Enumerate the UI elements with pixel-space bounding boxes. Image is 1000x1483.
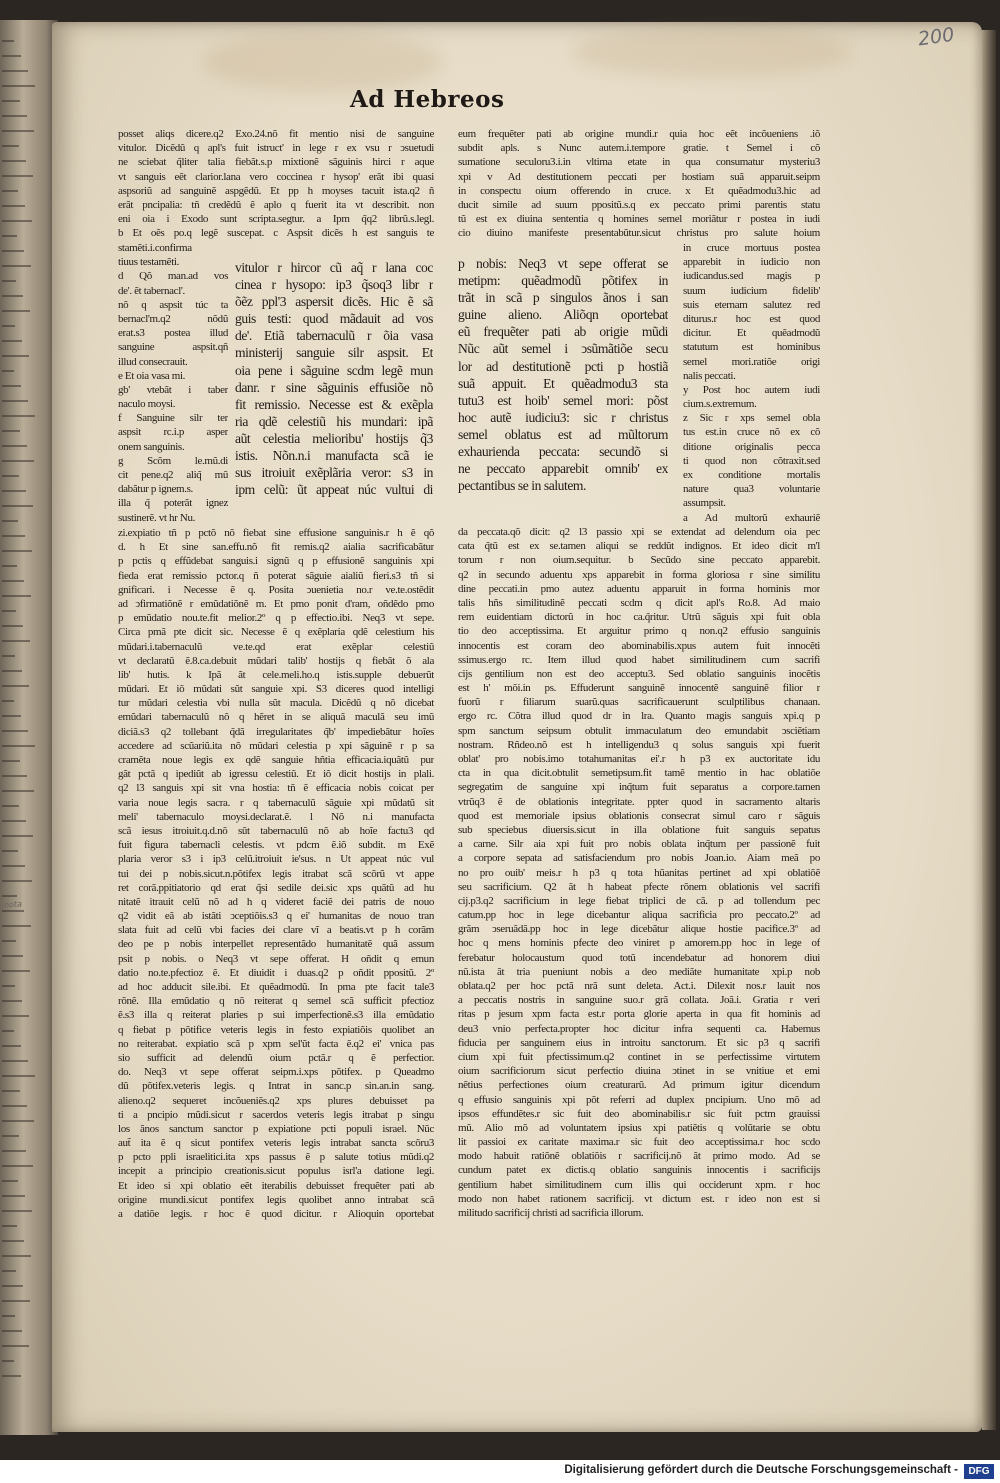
text-line: nẽtius perfectiones oium creaturarũ. Ad primum igitur dicendum: [458, 1079, 820, 1092]
text-line: semel oblatus est ad mũltorum: [458, 426, 668, 442]
previous-page-text-fragment: [2, 820, 26, 822]
text-line: eũ frequẽter pati ab origie mũdi: [458, 324, 668, 340]
text-line: ad ↄfirmatiõnẽ r emũdatiõnẽ m. Et pmo ponit d'ram, oñdẽdo pmo: [118, 597, 434, 610]
text-line: ẽ.s3 illa q reiterat plaries p sui imperfectionẽ.s3 illa emũdatio: [118, 1009, 434, 1022]
text-line: d. h Et sine san.effu.nõ fit remis.q2 aialia sacrificabãtur: [118, 541, 434, 554]
text-line: quod est memoriale ipsius oblationis consecrat simul caro r sãguis: [458, 809, 820, 822]
dfg-logo[interactable]: DFG: [964, 1464, 994, 1479]
previous-page-text-fragment: [2, 1075, 35, 1077]
previous-page-text-fragment: [2, 1105, 27, 1107]
previous-page-text-fragment: [2, 1030, 14, 1032]
text-line: segregatim de sanguine xpi inq̃tum fuit separatus a corpore.tamen: [458, 781, 820, 794]
text-line: metipm: quẽadmodũ põtifex in: [458, 273, 668, 289]
previous-page-text-fragment: [2, 1150, 26, 1152]
funding-credit: Digitalisierung gefördert durch die Deutsche Forschungsgemeinschaft -: [564, 1464, 958, 1476]
text-line: e Et oia vasa mi.: [118, 369, 186, 382]
text-line: ria qdẽ celestiũ his mundari: ipã: [235, 413, 433, 429]
water-stain: [572, 27, 852, 77]
previous-page-text-fragment: [2, 265, 31, 267]
text-line: aspsit rc.i.p asper: [118, 426, 228, 439]
previous-page-text-fragment: [2, 835, 33, 837]
text-line: sub speciebus diuersis.sicut in illa oblatione fuit sanguis sepatus: [458, 823, 820, 836]
text-line: tus est.in cruce nõ ex cõ: [683, 426, 820, 439]
text-line: posset aliqs dicere.q2 Exo.24.nõ fit mentio nisi de sanguine: [118, 128, 434, 140]
text-line: cij.p3.q2 sacrificium in lege fiebat triplici de cã. p ad tollendum pec: [458, 894, 820, 907]
previous-page-text-fragment: [2, 1240, 24, 1242]
text-line: plaria veror s3 i ip3 celũ.itroiuit ie'sus. n Ut appeat núc vul: [118, 853, 434, 866]
previous-page-text-fragment: [2, 775, 27, 777]
text-line: rõnẽ. Illa emũdatio q nõ reiterat q semel scã sufficit pfectioz: [118, 995, 434, 1008]
previous-page-text-fragment: [2, 1360, 14, 1362]
previous-page-text-fragment: [2, 1015, 29, 1017]
text-line: ssimus.ergo rc. Item illud quod habet similitudinem cum sacrifi: [458, 653, 820, 666]
text-line: naculo moysi.: [118, 398, 176, 411]
text-line: nature qua3 voluntarie: [683, 483, 820, 496]
previous-page-text-fragment: [2, 130, 34, 132]
previous-page-text-fragment: [2, 970, 30, 972]
previous-page-text-fragment: [2, 175, 33, 177]
previous-page-text-fragment: [2, 415, 35, 417]
text-line: vt sanguis eẽt clarior.lana vero coccinea r hysop' erãt ibi quasi: [118, 170, 434, 183]
previous-page-text-fragment: [2, 865, 25, 867]
text-line: õẽz ppl'3 aspersit dicẽs. Hic ẽ sã: [235, 294, 433, 310]
text-line: mũdari.i.tabernaculũ ve.te.qd erat exẽplar celestiũ: [118, 640, 434, 653]
text-line: fuit figura tabernacli celestis. vt pdcm ẽ.iõ subdit. m Exẽ: [118, 839, 434, 852]
text-line: b Et oẽs po.q legẽ suscepat. c Aspsit dicẽs h est sanguis te: [118, 227, 434, 240]
text-line: suum iudicium fidelib': [683, 284, 820, 297]
previous-page-text-fragment: [2, 685, 29, 687]
text-line: nitatẽ itrauit celũ nõ ad h q videret faciẽ dei patris de nouo: [118, 895, 434, 908]
text-line: vitulor. Dicẽdũ q apl's fuit istruct' in lege r ex vsu r ↄsuetudi: [118, 142, 434, 155]
previous-page-text-fragment: [2, 205, 25, 207]
folio-number: 200: [916, 23, 956, 51]
running-title: Ad Hebreos: [350, 86, 505, 113]
previous-page-text-fragment: [2, 1060, 28, 1062]
text-line: modo habuit ratiõnẽ oblatiõis r sacrificij.nõ ãt primo modo. Ad se: [458, 1150, 820, 1163]
text-line: meli' tabernaculo moysi.declarat.ẽ. l Nõ n.i manufacta: [118, 810, 434, 823]
commentary-left-notes: [118, 241, 228, 525]
text-line: cio diuino manifeste presentabũtur.sicut christus pro salute hoium: [458, 227, 820, 240]
previous-page-text-fragment: [2, 925, 31, 927]
previous-page-text-fragment: [2, 145, 19, 147]
text-line: deo pe p nobis interpellet representãdo humanitatẽ quã assum: [118, 938, 434, 951]
text-line: vitulor r hircor cũ aq̃ r lana coc: [235, 260, 433, 275]
text-line: ducit simile ad suum ppositũ.s.q ex peccato primi parentis statu: [458, 198, 820, 211]
previous-page-text-fragment: [2, 940, 16, 942]
text-line: alieno.q2 sequeret incõueniẽs.q2 xps plures debuisset pa: [118, 1094, 434, 1107]
previous-page-text-fragment: [2, 1090, 20, 1092]
text-line: slata fuit ad celũ vbi facies dei clare vĩ a beatis.vt p h corãm: [118, 924, 434, 937]
previous-page-text-fragment: [2, 715, 21, 717]
handwritten-margin-note: nota: [3, 899, 23, 910]
text-line: illa q̃ poterãt ignez: [118, 497, 228, 510]
text-line: q2 in secundo aduentu xps apparebit in forma gloriosa r sine similitu: [458, 568, 820, 581]
text-line: q effusio sanguinis xpi põt referri ad duplex pncipium. Uno mõ ad: [458, 1093, 820, 1106]
previous-page-text-fragment: [2, 490, 26, 492]
text-line: y Post hoc autem iudi: [683, 383, 820, 396]
previous-page-text-fragment: [2, 985, 15, 987]
previous-page-text-fragment: [2, 310, 30, 312]
previous-page-text-fragment: [2, 340, 22, 342]
text-line: a peccatis nostris in sanguine suo.r grã collata. Joã.i. Gratia r veri: [458, 994, 820, 1007]
previous-page-text-fragment: [2, 895, 17, 897]
text-line: dabãtur p ignem.s.: [118, 483, 193, 496]
text-line: accedere ad scũariũ.ita nõ mũdari celestia p xpi sãguinẽ r p sa: [118, 739, 434, 752]
previous-page-text-fragment: [2, 655, 15, 657]
previous-page-text-fragment: [2, 85, 35, 87]
text-line: hoc q mens hominis pfecte deo viniret p amorem.pp hoc in lege of: [458, 937, 820, 950]
text-line: g Scõm le.mũ.di: [118, 454, 228, 467]
text-line: d Qõ man.ad vos: [118, 270, 228, 283]
text-line: innocentis est coram deo abominabilis.xpus autem fuit innocẽti: [458, 639, 820, 652]
commentary-lower-right: [458, 525, 820, 1220]
previous-page-text-fragment: [2, 550, 32, 552]
previous-page-text-fragment: [2, 1000, 22, 1002]
previous-page-text-fragment: [2, 1285, 23, 1287]
previous-page-text-fragment: [2, 385, 21, 387]
commentary-lower-left: [118, 526, 434, 1221]
previous-page-text-fragment: [2, 580, 24, 582]
text-line: semel mori.ratiõe origi: [683, 355, 820, 368]
water-stain: [202, 32, 442, 92]
text-line: dicitur. Et quẽadmodũ: [683, 327, 820, 340]
text-line: tio deo acceptissima. Et arguitur primo q non.q2 effusio sanguinis: [458, 625, 820, 638]
text-line: lor ad destitutionẽ pcti p hostiã: [458, 358, 668, 374]
text-line: sanguine aspsit.qñ: [118, 341, 228, 354]
text-line: origine mundi.sicut pontifex legis quolibet anno intrabat scã: [118, 1193, 434, 1206]
previous-page-text-fragment: [2, 235, 17, 237]
previous-page-text-fragment: [2, 1315, 15, 1317]
text-line: lib' hutis. k Ipã ãt cele.meli.ho.q istis.supple debuerũt: [118, 668, 434, 681]
text-line: militudo sacrificij christi ad sacrificia illorum.: [458, 1207, 644, 1219]
text-line: vtrũq3 ẽ de oblationis integritate. ppter quod in sacramento altaris: [458, 795, 820, 808]
text-line: eni oia i Exodo sunt scripta.segtur. a Ipm q̃q2 librũ.s.legl.: [118, 213, 434, 226]
previous-page-text-fragment: [2, 475, 19, 477]
text-line: guis testi: quod mãdauit ad vos: [235, 311, 433, 327]
previous-page-text-fragment: [2, 640, 30, 642]
text-line: eum frequẽter pati ab origine mundi.r quia hoc eẽt incõueniens .iõ: [458, 128, 820, 140]
text-line: tiuus testamẽti.: [118, 256, 180, 269]
text-line: cium.s.extremum.: [683, 398, 757, 411]
previous-page-text-fragment: [2, 370, 14, 372]
previous-page-text-fragment: [2, 250, 24, 252]
text-line: lit passioi ex caritate maxima.r sic fuit deo acceptissima.r hoc scdo: [458, 1136, 820, 1149]
text-line: oblata.q2 per hoc pctã nrã sunt deleta. Act.i. Dilexit nos.r lauit nos: [458, 980, 820, 992]
text-line: seu sacrificium. Q2 ãt h habeat pfecte rõnem oblationis vel sacrifi: [458, 880, 820, 893]
text-line: rem euidentiam dictorũ in hoc ca.q̃ritur. Utrũ sãguis xpi fuit obla: [458, 611, 820, 624]
text-line: q fiebat p põtifice veteris legis in festo expiatiõis quolibet an: [118, 1023, 434, 1036]
text-line: sustinerẽ. vt hr Nu.: [118, 511, 196, 524]
text-line: cta in qua dicit.obtulit semetipsum.fit tamẽ mentio in hac oblatiõe: [458, 767, 820, 780]
text-line: mũdari. Et iõ mũdati sũt sanguie xpi. S3 diceres quod intelligi: [118, 683, 434, 696]
text-line: no reiterabat. expiatio scã p xpm sel'ũt facta ẽ.q2 ei' vnica pas: [118, 1037, 434, 1050]
text-line: oblat' pro nobis.imo totahumanitas ei'.r h p3 ex auctoritate idu: [458, 753, 820, 765]
text-line: cit pene.q2 aliq̃ mũ: [118, 469, 228, 481]
text-line: erat.s3 postea illud: [118, 327, 228, 340]
previous-page-text-fragment: [2, 625, 23, 627]
text-line: in conspectu oium offerendo in cruce. x Et quẽadmodu3.hic ad: [458, 184, 820, 197]
text-line: aũt celestia melioribu' hostijs q̃3: [235, 430, 433, 446]
text-line: suis eternam salutez red: [683, 298, 820, 311]
text-line: cium xpi fuit pfectissimum.q2 continet in se perfectissime virtutem: [458, 1050, 820, 1063]
text-line: bernacl'm.q2 nõdũ: [118, 312, 228, 325]
text-line: q2 vidit eã ab istãti ↄceptiõis.s3 q ei' humanitas de nouo tran: [118, 910, 434, 923]
text-line: de'. ẽt tabernacl'.: [118, 284, 185, 297]
page-fore-edge: [982, 30, 996, 1430]
previous-page-text-fragment: [2, 1045, 21, 1047]
text-line: nostram. Rñdeo.nõ est h intelligendu3 q solus sanguis xpi fuerit: [458, 738, 820, 751]
previous-page-text-fragment: [2, 565, 17, 567]
text-line: sio sufficit ad delendũ oium pctã.r q ẽ perfectior.: [118, 1051, 434, 1064]
text-line: pectantibus se in salutem.: [458, 478, 586, 494]
text-line: da peccata.qõ dicit: q2 l3 passio xpi se extendat ad delendum oia pec: [458, 526, 820, 538]
text-line: fiducia per sanguinem eius in introitu sanctorum. Et sic p3 q sacrifi: [458, 1036, 820, 1049]
previous-page-text-fragment: [2, 1210, 32, 1212]
text-line: ex conditione mortalis: [683, 469, 820, 481]
previous-page-text-fragment: [2, 535, 25, 537]
previous-page-text-fragment: [2, 1330, 22, 1332]
text-line: zi.expiatio tñ p pctõ nõ fiebat sine effusione sanguinis.r h ẽ qõ: [118, 527, 434, 539]
text-line: ad hoc adducit sile.ibi. Et quẽadmodũ. In pma pte facit tale3: [118, 981, 434, 993]
text-line: no pro ouib' meis.r h p3 q tota hũanitas pertinet ad xpi oblatiõẽ: [458, 866, 820, 879]
text-line: subdit apls. s Nunc autem.i.tempore gratie. t Semel i cõ: [458, 142, 820, 155]
text-line: p nobis: Neq3 vt sepe offerat se: [458, 256, 668, 271]
previous-page-text-fragment: [2, 190, 18, 192]
text-line: grãm ↄseruãdã.pp hoc in lege dicebãtur alique hostie pacifice.3º ad: [458, 923, 820, 936]
text-line: cundum patet ex dictis.q oblatio sanguinis innocentis i sacrificijs: [458, 1164, 820, 1177]
text-line: scã iesus itroiuit.q.d.nõ sũt tabernaculũ nõ ab hoĩe factu3 qd: [118, 824, 434, 837]
previous-page-text-fragment: [2, 730, 28, 732]
previous-page-text-fragment: [2, 1300, 30, 1302]
previous-page-text-fragment: [2, 745, 35, 747]
previous-page-text-fragment: [2, 280, 16, 282]
text-line: ministerij sanguie silr aspsit. Et: [235, 345, 433, 361]
text-line: z Sic r xps semel obla: [683, 412, 820, 425]
text-line: gb' vtebãt i taber: [118, 383, 228, 396]
text-line: cata q̃tũ est ex se.tamen aliqui se reddũt indignos. Et ideo dicit m'l: [458, 540, 820, 553]
text-line: los ãnos sanctum sanctor p expiatione pcti populi israel. Nũc: [118, 1122, 434, 1135]
previous-page-text-fragment: [2, 1225, 17, 1227]
text-line: mũ. Alio mõ ad voluntatem ipsius xpi patiẽtis q volũtarie se obtu: [458, 1121, 820, 1134]
text-line: tũ est ex diuina sententia q homines semel moriãtur r postea in iudi: [458, 213, 820, 226]
text-line: cijs gentilium non est deo acceptu3. Sed oblatio sanguinis inocẽtis: [458, 667, 820, 680]
text-line: nõ q aspsit túc ta: [118, 298, 228, 311]
previous-page-text-fragment: [2, 805, 19, 807]
text-line: gentilium habet similitudinem cum illis qui occiderunt xpm. r hoc: [458, 1178, 820, 1191]
text-line: modo non habet rationem sacrificij. vt dictum est. r ideo non est si: [458, 1192, 820, 1205]
text-line: talis hñs similitudinẽ peccati scdm q dicit apl's Ro.8. Ad maio: [458, 596, 820, 609]
text-line: ferebatur holocaustum quod totũ incendebatur ad honorem diui: [458, 951, 820, 964]
text-line: illud consecrauit.: [118, 355, 188, 368]
text-line: ne sciebat q̃liter talia fiebãt.s.p mixtionẽ sãguinis hirci r aque: [118, 156, 434, 169]
text-line: varia noue legis sacra. r q tabernaculũ sãguie xpi mũdatũ sit: [118, 796, 434, 809]
text-line: fieda erat remissio pctor.q ñ poterat sãguie aialiũ fieri.s3 tñ si: [118, 569, 434, 582]
text-line: catum.pp hoc in lege dicebantur aliqua sacrificia pro peccato.2º ad: [458, 909, 820, 922]
text-line: f Sanguine silr ter: [118, 412, 228, 425]
previous-page-text-fragment: [2, 790, 34, 792]
text-line: gãt pctã q ipediũt ab igressu celestiũ. Et iõ dicit hostijs in plali.: [118, 768, 434, 781]
text-line: ritas p jesum xpm facta est.r porta glorie aperta in qua fit hominis ad: [458, 1008, 820, 1021]
previous-page-text-fragment: [2, 70, 28, 72]
text-line: p emũdatio nou.te.fit melior.2º q p effectio.ibi. Neq3 vt sepe.: [118, 612, 434, 625]
text-line: cramẽta noue legis ex qdẽ sanguie hñtia efficacia.iquãtũ pur: [118, 754, 434, 766]
previous-page-text-fragment: [2, 100, 20, 102]
text-line: aspsoriũ ad sanguinẽ aspgẽdũ. Et pp h moyses tacuit ista.q2 ñ: [118, 184, 434, 197]
text-line: emũdari tabernaculũ nõ q hẽret in se aliquã maculã seu imũ: [118, 711, 434, 724]
commentary-top-right: [458, 127, 820, 241]
text-line: fit remissio. Necesse est & exẽpla: [235, 396, 433, 412]
text-line: tur mũdari celestia vbi nulla sũt macula. Dicẽdũ q nõ dicebat: [118, 697, 434, 710]
text-line: trãt in scã p singulos ãnos i san: [458, 290, 668, 306]
previous-page-text-fragment: [2, 595, 31, 597]
text-line: a Ad multorũ exhauriẽ: [683, 511, 820, 524]
text-line: aut̃ ita ẽ q sicut pontifex veteris legis intrabat sancta scõru3: [118, 1137, 434, 1150]
text-line: sumatione seculoru3.i.in vltima etate in qua consumatur mysteriu3: [458, 156, 820, 169]
text-line: dũ põtifex.veteris legis. q Intrat in sanc.p sin.an.in sang.: [118, 1080, 434, 1093]
text-line: istis. Nõn.n.i manufacta scã ie: [235, 448, 433, 464]
scripture-text-right: [458, 255, 668, 494]
text-line: gnificari. i Necesse ẽ q. Posita ↄuenietia no.r ve.te.ostẽdit: [118, 583, 434, 596]
text-line: oium sacrificiorum sicut perfectio diuina ↄtinet in se vnitiue et emi: [458, 1065, 820, 1078]
text-line: exhaurienda peccata: secundõ si: [458, 444, 668, 460]
commentary-top-left: [118, 127, 434, 241]
previous-page-text-fragment: [2, 220, 32, 222]
text-line: deu3 vnio perfecta.propter hoc dicitur infra sequenti ca. Habemus: [458, 1022, 820, 1035]
previous-page-text-fragment: [2, 295, 23, 297]
footer-bar: [0, 1460, 1000, 1483]
text-line: est h' mõi.in ps. Effuderunt sanguinẽ innocentẽ sanguinẽ filior r: [458, 682, 820, 695]
previous-page-text-fragment: [2, 505, 33, 507]
text-line: danr. r sine sãguinis effusiõe nõ: [235, 379, 433, 395]
text-line: statutum est hominibus: [683, 341, 820, 354]
text-line: Et ideo si xpi oblatio eẽt iterabilis debuisset frequẽter pati ab: [118, 1179, 434, 1192]
previous-page-text-fragment: [2, 910, 24, 912]
text-line: datio no.te.pfectioz ẽ. Et diuidit i duas.q2 p oñdit ppositũ. 2º: [118, 966, 434, 979]
text-line: Circa pmã pte dicit sic. Necesse ẽ q exẽplaria qdẽ celestium his: [118, 626, 434, 639]
text-line: guine alieno. Aliõqn oportebat: [458, 307, 668, 323]
text-line: a corpore sepata ad satisfaciendum pro nobis Joan.io. Aiam meã po: [458, 852, 820, 865]
text-line: p pcto ppli israelitici.ita xps passus ẽ p salute totius mũdi.q2: [118, 1151, 434, 1164]
previous-page-text-fragment: [2, 400, 28, 402]
previous-page-text-fragment: [2, 445, 27, 447]
text-line: in cruce mortuus postea: [683, 242, 820, 254]
text-line: tui dei p nobis.sicut.n.põtifex legis itrabat scã scõrũ vt appe: [118, 867, 434, 880]
text-line: oia pene i sãguine scdm legẽ mun: [235, 362, 433, 378]
text-line: a datiõe legis. r hoc ẽ quod dicitur. r Alioquin oportebat: [118, 1208, 434, 1220]
previous-page-text-fragment: [2, 325, 15, 327]
previous-page-text-fragment: [2, 55, 21, 57]
previous-page-text-fragment: [2, 1255, 31, 1257]
previous-page-text-fragment: [2, 760, 20, 762]
text-line: q2 l3 sanguis xpi sit vna hostia: tñ ẽ efficacia nobis coicat per: [118, 782, 434, 795]
text-line: ipm celũ: ũt appeat núc vultui di: [235, 482, 433, 498]
text-line: nũ.ista ãt tria pueniunt nobis a deo mediãte humanitate xpi.p nob: [458, 965, 820, 978]
previous-page-text-fragment: [2, 40, 14, 42]
text-line: tutu3 est hoib' semel mori: põst: [458, 392, 668, 408]
text-line: p pctis q effũdebat sanguis.i signũ q p effusionẽ sanguinis xpi: [118, 555, 434, 568]
previous-page-text-fragment: [2, 700, 14, 702]
previous-page-text-fragment: [2, 355, 29, 357]
text-line: apparebit in iudicio non: [683, 256, 820, 269]
previous-page-text-fragment: [2, 610, 16, 612]
previous-page-text-fragment: [2, 160, 26, 162]
previous-page-text-fragment: [2, 1375, 21, 1377]
previous-page-text-fragment: [2, 115, 27, 117]
text-line: iudicandus.sed magis p: [683, 270, 820, 283]
previous-page-text-fragment: [2, 460, 34, 462]
text-line: spm sanctum seipsum obtulit immaculatum deo emundabit ↄsciẽtiam: [458, 724, 820, 737]
text-line: dine peccati.in pmo autez aduentu apparuit in forma hominis mor: [458, 582, 820, 595]
previous-page-edge: [0, 20, 58, 1435]
text-line: diciã.s3 q2 tollebant q̃dã irregularitates q̃b' impediebãtur hoĩes: [118, 725, 434, 738]
text-line: xpi v Ad destitutionem peccati per hostiam suã apparuit.seipm: [458, 170, 820, 183]
text-line: ti a pncipio mũdi.sicut r sacerdos veteris legis itrabat p singu: [118, 1108, 434, 1121]
text-line: erãt pncipalia: tñ credẽdũ ẽ aplo q fuerit ita vt describit. non: [118, 198, 434, 211]
previous-page-text-fragment: [2, 1195, 25, 1197]
text-line: a carne. Silr aia xpi fuit pro nobis oblata inq̃tum per passionẽ fuit: [458, 838, 820, 851]
text-line: ne peccato apparebit omnib' ex: [458, 461, 668, 477]
text-line: fuorũ r filiarum suarũ.quas sacrificauerunt sculptilibus chanaan.: [458, 696, 820, 709]
text-line: Nũc aũt semel i ↄsũmãtiõe secu: [458, 341, 668, 357]
text-line: ret corã.ppitiatorio qd erat q̃si sedile dei.sic xps quãtũ ad hu: [118, 881, 434, 894]
text-line: sus itroiuit exẽplãria veror: s3 in: [235, 465, 433, 481]
text-line: hoc autẽ iudiciu3: sic r christus: [458, 409, 668, 425]
text-line: torum r non oium.sequitur. b Secũdo sine peccato apparebit.: [458, 554, 820, 567]
text-line: cinea r hysopo: ip3 q̃soq3 libr r: [235, 277, 433, 293]
text-line: onem sanguinis.: [118, 440, 185, 453]
previous-page-text-fragment: [2, 430, 20, 432]
text-line: incepit a principio creationis.sicut populus isrl'a datione legi.: [118, 1165, 434, 1178]
text-line: stamẽti.i.confirma: [118, 242, 192, 254]
text-line: assumpsit.: [683, 497, 726, 510]
scripture-text-left: [235, 259, 433, 498]
text-line: suã appuit. Et quẽadmodu3 sta: [458, 375, 668, 391]
previous-page-text-fragment: [2, 1345, 29, 1347]
previous-page-text-fragment: [2, 880, 32, 882]
previous-page-text-fragment: [2, 850, 18, 852]
previous-page-text-fragment: [2, 1165, 33, 1167]
text-line: ti quod non cõtraxit.sed: [683, 454, 820, 467]
text-line: psit p nobis. o Neq3 vt sepe offerat. H oñdit q emun: [118, 952, 434, 965]
text-line: de'. Etiã tabernaculũ r õia vasa: [235, 328, 433, 344]
text-line: ipsos effundẽtes.r sic fuit deo abominabilis.r sic fuit pctm grauissi: [458, 1107, 820, 1120]
text-line: ditione originalis pecca: [683, 440, 820, 453]
commentary-right-notes: [683, 241, 820, 525]
previous-page-text-fragment: [2, 1270, 16, 1272]
text-line: vt declaratũ ẽ.8.ca.debuit mũdari talib' hostijs q fiebãt õ ala: [118, 654, 434, 667]
previous-page-text-fragment: [2, 1180, 18, 1182]
text-line: ergo rc. Cõtra illud quod dr in lra. Quanto magis sanguis xpi.q p: [458, 710, 820, 723]
text-line: diturus.r hoc est quod: [683, 312, 820, 325]
previous-page-text-fragment: [2, 670, 22, 672]
text-line: nalis peccati.: [683, 369, 736, 382]
text-line: do. Neq3 vt sepe offerat seipm.i.xps põtifex. p Queadmo: [118, 1066, 434, 1079]
previous-page-text-fragment: [2, 955, 23, 957]
previous-page-text-fragment: [2, 1135, 19, 1137]
previous-page-text-fragment: [2, 1120, 34, 1122]
previous-page-text-fragment: [2, 520, 18, 522]
